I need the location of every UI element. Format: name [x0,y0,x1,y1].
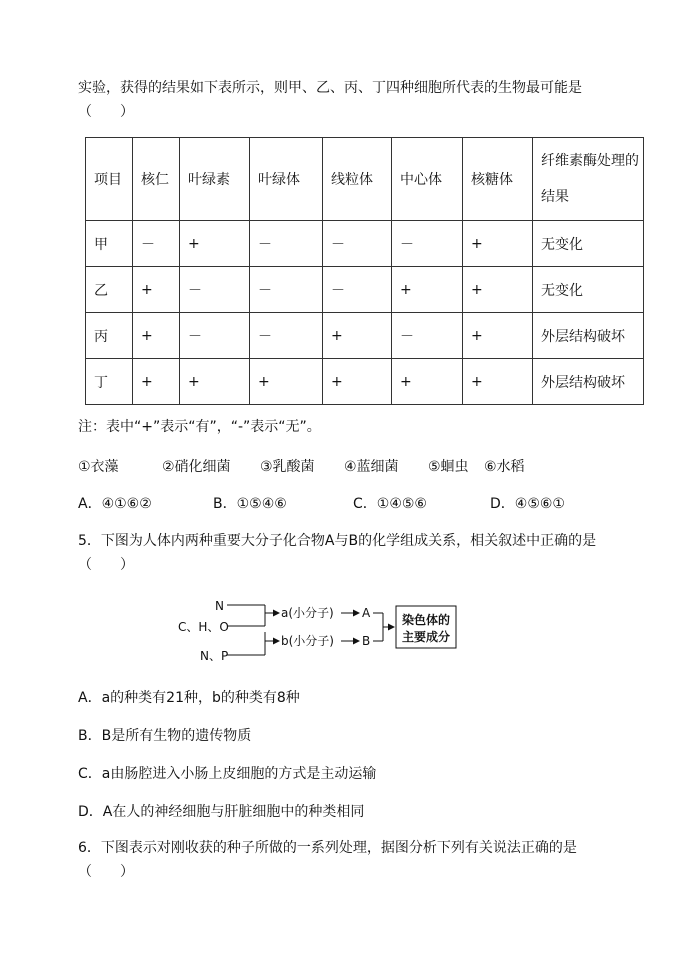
table-cell: － [250,313,323,359]
table-row [86,221,644,267]
diagram-result-line1: 染色体的 [402,613,451,627]
composition-diagram [175,592,475,664]
q5-option-a: A．a的种类有21种，b的种类有8种 [78,690,300,706]
table-row [86,359,644,405]
q4-options [78,495,565,513]
table-cell: + [392,267,463,313]
table-cell: － [323,267,392,313]
organism-list [78,458,525,476]
table-header-cell: 中心体 [392,138,463,221]
table-cell: 无变化 [533,267,644,313]
table-cell: + [463,221,533,267]
table-cell: + [180,359,250,405]
table-cell: － [250,221,323,267]
table-cell: 外层结构破坏 [533,313,644,359]
table-header-cell: 线粒体 [323,138,392,221]
table-cell: 乙 [86,267,133,313]
table-header-cell: 核仁 [133,138,180,221]
table-note: 注：表中“+”表示“有”，“-”表示“无”。 [78,419,321,435]
q5-option-b: B．B是所有生物的遗传物质 [78,728,252,744]
table-cell: + [133,267,180,313]
table-cell: + [463,313,533,359]
q5-paren: （ ） [78,557,134,573]
table-cell: 甲 [86,221,133,267]
q6-stem: 6．下图表示对刚收获的种子所做的一系列处理，据图分析下列有关说法正确的是 [78,840,577,856]
organism-item: ④蓝细菌 [344,459,399,475]
diagram-a-label: a(小分子) [281,606,334,620]
organism-item: ②硝化细菌 [162,459,231,475]
q6-paren: （ ） [78,864,134,880]
option-c: C．①④⑤⑥ [353,496,427,512]
diagram-b-label: b(小分子) [281,634,334,648]
diagram-a: A [362,606,371,620]
table-cell: 丙 [86,313,133,359]
q5-option-d: D．A在人的神经细胞与肝脏细胞中的种类相同 [78,804,365,820]
results-table [85,137,644,405]
organism-item: ⑥水稻 [484,459,525,475]
table-cell: + [323,359,392,405]
table-header-cell: 叶绿素 [180,138,250,221]
table-cell: － [180,267,250,313]
table-cell: + [250,359,323,405]
table-header-cell: 叶绿体 [250,138,323,221]
table-cell: + [133,359,180,405]
organism-item: ①衣藻 [78,459,119,475]
table-cell: + [133,313,180,359]
diagram-result-line2: 主要成分 [402,630,451,644]
option-b: B．①⑤④⑥ [213,496,287,512]
table-cell: － [392,221,463,267]
table-cell: 外层结构破坏 [533,359,644,405]
table-header-cell: 纤维素酶处理的结果 [541,153,639,205]
diagram-np: N、P [200,649,229,663]
table-cell: － [392,313,463,359]
table-cell: 丁 [86,359,133,405]
table-cell: 无变化 [533,221,644,267]
intro-line: 实验，获得的结果如下表所示，则甲、乙、丙、丁四种细胞所代表的生物最可能是 [78,80,582,96]
table-cell: + [463,359,533,405]
table-header-cell: 项目 [86,138,133,221]
table-cell: + [463,267,533,313]
q5-option-c: C．a由肠腔进入小肠上皮细胞的方式是主动运输 [78,766,377,782]
organism-item: ③乳酸菌 [260,459,315,475]
table-cell: + [180,221,250,267]
table-row [86,313,644,359]
table-cell: － [250,267,323,313]
table-header-row [86,138,644,221]
diagram-n-top: N [215,599,224,613]
table-header-cell: 核糖体 [463,138,533,221]
option-a: A．④①⑥② [78,496,152,512]
table-cell: － [323,221,392,267]
diagram-cho: C、H、O [178,620,229,634]
intro-paren: （ ） [78,104,134,120]
organism-item: ⑤蛔虫 [428,459,469,475]
option-d: D．④⑤⑥① [490,496,565,512]
diagram-b: B [362,634,371,648]
table-cell: + [323,313,392,359]
table-row [86,267,644,313]
q5-stem: 5．下图为人体内两种重要大分子化合物A与B的化学组成关系，相关叙述中正确的是 [78,533,597,549]
table-cell: － [180,313,250,359]
table-cell: － [133,221,180,267]
table-cell: + [392,359,463,405]
